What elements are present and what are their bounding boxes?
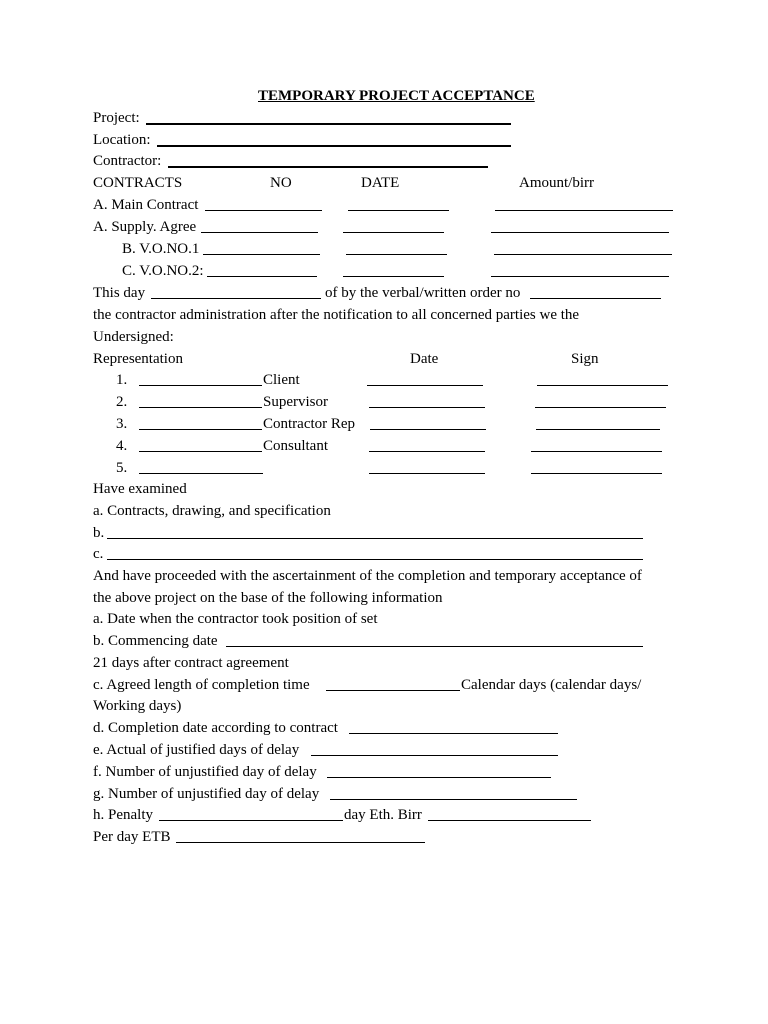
this-day-label: This day bbox=[93, 285, 146, 301]
rep-sign-line bbox=[536, 429, 660, 430]
rep-date-line bbox=[370, 429, 486, 430]
completion-time-line bbox=[326, 690, 460, 691]
rep-date-line bbox=[369, 407, 485, 408]
commencing-date-line bbox=[226, 646, 643, 647]
rep-name-line bbox=[139, 385, 262, 386]
rep-sign-line bbox=[531, 451, 662, 452]
rep-sign-line bbox=[535, 407, 666, 408]
order-no-line bbox=[530, 298, 661, 299]
contract-date-line bbox=[346, 254, 447, 255]
info-e: e. Actual of justified days of delay bbox=[93, 742, 300, 758]
rep-row-number: 2. bbox=[116, 394, 128, 410]
project-label: Project: bbox=[93, 110, 140, 126]
contract-row-label: C. V.O.NO.2: bbox=[122, 263, 204, 279]
rep-sign-line bbox=[537, 385, 668, 386]
contracts-header: CONTRACTS bbox=[93, 175, 183, 191]
rep-role: Consultant bbox=[263, 438, 329, 454]
contract-no-line bbox=[207, 276, 317, 277]
rep-name-line bbox=[139, 429, 262, 430]
rep-date-line bbox=[367, 385, 483, 386]
representation-header: Representation bbox=[93, 351, 183, 367]
info-g: g. Number of unjustified day of delay bbox=[93, 786, 320, 802]
rep-name-line bbox=[139, 407, 262, 408]
contractor-line bbox=[168, 166, 488, 168]
examined-item: c. bbox=[93, 546, 104, 562]
proceeded-text: And have proceeded with the ascertainment of the completion and temporary acceptance of bbox=[93, 568, 642, 584]
date-header: DATE bbox=[361, 175, 400, 191]
unjustified-delay-line-f bbox=[327, 777, 551, 778]
examined-item: a. Contracts, drawing, and specification bbox=[93, 503, 331, 519]
contract-no-line bbox=[203, 254, 320, 255]
rep-date-line bbox=[369, 473, 485, 474]
penalty-birr-line bbox=[428, 820, 591, 821]
justified-delay-line bbox=[311, 755, 558, 756]
info-note: 21 days after contract agreement bbox=[93, 655, 289, 671]
project-line bbox=[146, 123, 511, 125]
contract-no-line bbox=[201, 232, 318, 233]
this-day-line bbox=[151, 298, 321, 299]
examined-b-line bbox=[107, 538, 643, 539]
rep-role: Contractor Rep bbox=[263, 416, 356, 432]
examined-c-line bbox=[107, 559, 643, 560]
contract-no-line bbox=[205, 210, 322, 211]
contract-amount-line bbox=[495, 210, 673, 211]
info-f: f. Number of unjustified day of delay bbox=[93, 764, 317, 780]
examined-item: b. bbox=[93, 525, 105, 541]
rep-name-line bbox=[139, 473, 263, 474]
rep-row-number: 3. bbox=[116, 416, 128, 432]
undersigned-text: Undersigned: bbox=[93, 329, 174, 345]
info-h: h. Penalty bbox=[93, 807, 153, 823]
info-c: c. Agreed length of completion time bbox=[93, 677, 310, 693]
info-b: b. Commencing date bbox=[93, 633, 218, 649]
info-c-cont: Working days) bbox=[93, 698, 182, 714]
contract-amount-line bbox=[491, 232, 669, 233]
contract-row-label: A. Supply. Agree bbox=[93, 219, 197, 235]
contract-row-label: A. Main Contract bbox=[93, 197, 199, 213]
location-line bbox=[157, 145, 511, 147]
info-c-suffix: Calendar days (calendar days/ bbox=[461, 677, 642, 693]
proceeded-text: the above project on the base of the following information bbox=[93, 590, 443, 606]
rep-name-line bbox=[139, 451, 262, 452]
contractor-label: Contractor: bbox=[93, 153, 162, 169]
penalty-line bbox=[159, 820, 343, 821]
document-title: TEMPORARY PROJECT ACCEPTANCE bbox=[258, 88, 535, 104]
info-h-middle: day Eth. Birr bbox=[344, 807, 422, 823]
location-label: Location: bbox=[93, 132, 151, 148]
intro-text: the contractor administration after the notification to all concerned parties we the bbox=[93, 307, 580, 323]
rep-row-number: 4. bbox=[116, 438, 128, 454]
rep-row-number: 1. bbox=[116, 372, 128, 388]
rep-row-number: 5. bbox=[116, 460, 128, 476]
info-a: a. Date when the contractor took position of set bbox=[93, 611, 378, 627]
info-d: d. Completion date according to contract bbox=[93, 720, 338, 736]
rep-role: Client bbox=[263, 372, 300, 388]
examined-heading: Have examined bbox=[93, 481, 187, 497]
rep-date-line bbox=[369, 451, 485, 452]
contract-amount-line bbox=[494, 254, 672, 255]
rep-role: Supervisor bbox=[263, 394, 328, 410]
amount-header: Amount/birr bbox=[519, 175, 594, 191]
rep-sign-header: Sign bbox=[571, 351, 599, 367]
rep-date-header: Date bbox=[410, 351, 439, 367]
contract-row-label: B. V.O.NO.1 bbox=[122, 241, 200, 257]
rep-sign-line bbox=[531, 473, 662, 474]
contract-date-line bbox=[343, 232, 444, 233]
order-label: of by the verbal/written order no bbox=[325, 285, 521, 301]
per-day-label: Per day ETB bbox=[93, 829, 171, 845]
contract-date-line bbox=[348, 210, 449, 211]
completion-date-line bbox=[349, 733, 558, 734]
no-header: NO bbox=[270, 175, 292, 191]
per-day-line bbox=[176, 842, 425, 843]
unjustified-delay-line-g bbox=[330, 799, 577, 800]
contract-date-line bbox=[343, 276, 444, 277]
contract-amount-line bbox=[491, 276, 669, 277]
